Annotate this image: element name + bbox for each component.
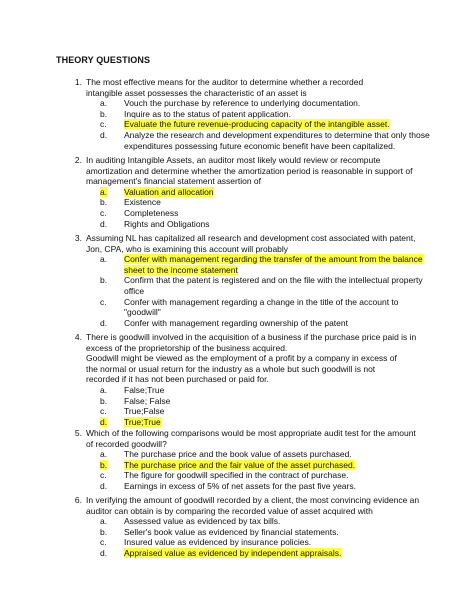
option-list: [86, 449, 430, 491]
option-c-highlighted: c. Evaluate the future revenue-producing capacity of the intangible asset.: [100, 119, 390, 130]
page-title: THEORY QUESTIONS: [56, 55, 151, 65]
question-1: [60, 77, 430, 151]
option-list: [86, 187, 430, 229]
option-b: b. Confirm that the patent is registered and on the file with the intellectual property office: [100, 275, 423, 296]
highlighted-answer: True;True: [124, 416, 161, 427]
option-d-highlighted: d. True;True: [100, 416, 161, 427]
option-d-highlighted: d. Appraised value as evidenced by independent appraisals.: [100, 547, 342, 558]
highlighted-answer: Appraised value as evidenced by independent appraisals.: [124, 547, 342, 558]
option-list: [86, 385, 430, 427]
option-b: b. Existence: [100, 197, 161, 208]
option-list: [86, 254, 430, 328]
option-a-highlighted: a. Valuation and allocation: [100, 186, 214, 197]
option-list: [86, 98, 430, 151]
option-c: c. Confer with management regarding a change in the title of the account to "goodwill": [100, 296, 399, 318]
highlighted-answer: The purchase price and the fair value of the asset purchased.: [124, 459, 356, 470]
question-number: 1.: [74, 77, 82, 87]
option-c: c. True;False: [100, 406, 165, 417]
option-c: c. Completeness: [100, 207, 179, 218]
option-b: b. Inquire as to the status of patent application.: [100, 108, 291, 119]
question-number: 4.: [74, 332, 82, 342]
question-5: [60, 428, 430, 492]
highlighted-answer: sheet to the income statement: [124, 264, 238, 275]
option-c: c. The figure for goodwill specified in the contract of purchase.: [100, 470, 349, 481]
question-2: [60, 155, 430, 229]
question-text: The most effective means for the auditor to determine whether a recorded intangible asset possesses the characteristic of an asset is: [86, 77, 364, 98]
option-a: a. Assessed value as evidenced by tax bills.: [100, 516, 281, 527]
question-number: 6.: [74, 495, 82, 505]
option-b-highlighted: b. The purchase price and the fair value of the asset purchased.: [100, 459, 356, 470]
question-text: In verifying the amount of goodwill recorded by a client, the most convincing evidence an auditor can obtain is by comparing the recorded value of asset acquired with: [86, 495, 420, 516]
question-text: Assuming NL has capitalized all research and development cost associated with patent, Jon, CPA, who is examining this account will probably: [86, 233, 416, 254]
question-text: Which of the following comparisons would be most appropriate audit test for the amount of recorded goodwill?: [86, 428, 416, 449]
option-d: d. Rights and Obligations: [100, 218, 210, 229]
option-c: c. Insured value as evidenced by insurance policies.: [100, 537, 312, 548]
question-text: There is goodwill involved in the acquisition of a business if the purchase price paid is in excess of the proprietorship of the business acquired. Goodwill might be viewed as the employment of a profit by a company in excess of the normal or usual return for the industry as a whole but such goodwill is not recorded if it has not been purchased or paid for.: [86, 332, 417, 385]
question-number: 2.: [74, 155, 82, 165]
option-d: d. Earnings in excess of 5% of net assets for the past five years.: [100, 480, 356, 491]
option-b: b. False; False: [100, 395, 171, 406]
option-b: b. Seller's book value as evidenced by financial statements.: [100, 526, 339, 537]
question-number: 3.: [74, 233, 82, 243]
question-number: 5.: [74, 428, 82, 438]
option-a: a. Vouch the purchase by reference to underlying documentation.: [100, 98, 361, 109]
option-d: d. Confer with management regarding ownership of the patent: [100, 317, 348, 328]
highlighted-answer: Valuation and allocation: [124, 186, 214, 197]
question-text: In auditing Intangible Assets, an auditor most likely would review or recompute amortization and determine whether the amortization period is reasonable in support of management's financial statement assertion of: [86, 155, 413, 187]
option-list: [86, 516, 430, 558]
highlighted-answer: Confer with management regarding the transfer of the amount from the balance: [124, 254, 423, 265]
option-a: a. The purchase price and the book value of assets purchased.: [100, 449, 352, 460]
question-4: [60, 332, 430, 427]
option-a-highlighted: a. Confer with management regarding the transfer of the amount from the balance sheet to the income statement: [100, 254, 423, 275]
option-d: d. Analyze the research and development expenditures to determine that only those expenditures possessing future economic benefit have been capitalized.: [100, 129, 430, 151]
option-a: a. False;True: [100, 384, 165, 395]
question-3: [60, 233, 430, 328]
question-6: [60, 495, 430, 559]
highlighted-answer: Evaluate the future revenue-producing capacity of the intangible asset.: [124, 119, 390, 130]
